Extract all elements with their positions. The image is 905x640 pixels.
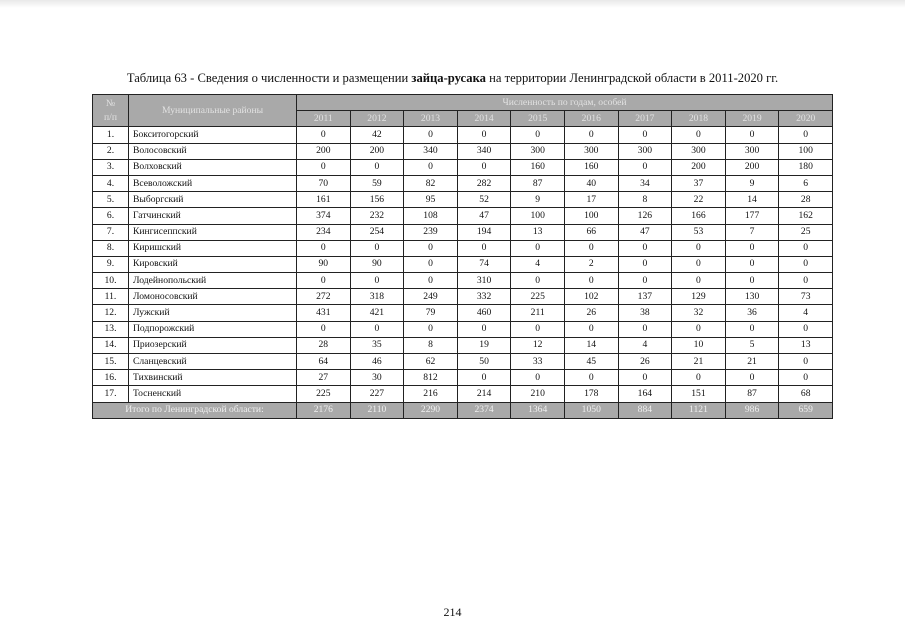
population-cell: 421 bbox=[350, 305, 404, 321]
district-name: Волховский bbox=[129, 159, 297, 175]
population-cell: 46 bbox=[350, 354, 404, 370]
population-cell: 0 bbox=[297, 127, 351, 143]
population-cell: 32 bbox=[672, 305, 726, 321]
header-year: 2015 bbox=[511, 111, 565, 127]
total-cell: 986 bbox=[725, 402, 779, 418]
population-cell: 234 bbox=[297, 224, 351, 240]
population-cell: 374 bbox=[297, 208, 351, 224]
population-cell: 300 bbox=[672, 143, 726, 159]
population-cell: 227 bbox=[350, 386, 404, 402]
row-number: 8. bbox=[93, 240, 129, 256]
population-cell: 47 bbox=[457, 208, 511, 224]
row-number: 17. bbox=[93, 386, 129, 402]
population-cell: 214 bbox=[457, 386, 511, 402]
population-cell: 90 bbox=[350, 256, 404, 272]
district-name: Ломоносовский bbox=[129, 289, 297, 305]
population-cell: 79 bbox=[404, 305, 458, 321]
total-row bbox=[93, 402, 833, 418]
population-cell: 177 bbox=[725, 208, 779, 224]
district-name: Кировский bbox=[129, 256, 297, 272]
row-number: 14. bbox=[93, 337, 129, 353]
population-cell: 21 bbox=[725, 354, 779, 370]
total-cell: 2110 bbox=[350, 402, 404, 418]
district-name: Всеволожский bbox=[129, 175, 297, 191]
population-cell: 87 bbox=[511, 175, 565, 191]
population-cell: 0 bbox=[672, 127, 726, 143]
header-year: 2019 bbox=[725, 111, 779, 127]
table-row bbox=[93, 370, 833, 386]
population-cell: 30 bbox=[350, 370, 404, 386]
population-cell: 0 bbox=[511, 273, 565, 289]
population-cell: 4 bbox=[511, 256, 565, 272]
population-cell: 100 bbox=[779, 143, 833, 159]
district-name: Кингисеппский bbox=[129, 224, 297, 240]
district-name: Подпорожский bbox=[129, 321, 297, 337]
population-cell: 42 bbox=[350, 127, 404, 143]
population-cell: 0 bbox=[725, 273, 779, 289]
population-cell: 66 bbox=[564, 224, 618, 240]
header-number-line1: № bbox=[105, 97, 116, 109]
population-cell: 0 bbox=[725, 321, 779, 337]
population-cell: 200 bbox=[297, 143, 351, 159]
table-row bbox=[93, 289, 833, 305]
table-row bbox=[93, 354, 833, 370]
population-cell: 37 bbox=[672, 175, 726, 191]
population-cell: 0 bbox=[350, 273, 404, 289]
population-cell: 249 bbox=[404, 289, 458, 305]
population-cell: 0 bbox=[618, 370, 672, 386]
population-cell: 0 bbox=[779, 273, 833, 289]
table-row bbox=[93, 224, 833, 240]
row-number: 12. bbox=[93, 305, 129, 321]
population-cell: 200 bbox=[725, 159, 779, 175]
population-cell: 21 bbox=[672, 354, 726, 370]
population-cell: 178 bbox=[564, 386, 618, 402]
population-cell: 0 bbox=[404, 321, 458, 337]
population-cell: 460 bbox=[457, 305, 511, 321]
population-cell: 0 bbox=[618, 240, 672, 256]
table-row bbox=[93, 386, 833, 402]
population-cell: 95 bbox=[404, 192, 458, 208]
row-number: 3. bbox=[93, 159, 129, 175]
population-cell: 19 bbox=[457, 337, 511, 353]
population-cell: 0 bbox=[457, 370, 511, 386]
population-cell: 300 bbox=[564, 143, 618, 159]
population-cell: 282 bbox=[457, 175, 511, 191]
population-cell: 22 bbox=[672, 192, 726, 208]
population-cell: 0 bbox=[779, 321, 833, 337]
row-number: 10. bbox=[93, 273, 129, 289]
total-cell: 884 bbox=[618, 402, 672, 418]
population-cell: 0 bbox=[511, 370, 565, 386]
population-cell: 0 bbox=[350, 240, 404, 256]
district-name: Сланцевский bbox=[129, 354, 297, 370]
table-row bbox=[93, 192, 833, 208]
header-number bbox=[93, 95, 129, 127]
table-row bbox=[93, 273, 833, 289]
total-cell: 2290 bbox=[404, 402, 458, 418]
population-cell: 225 bbox=[511, 289, 565, 305]
population-cell: 310 bbox=[457, 273, 511, 289]
population-cell: 0 bbox=[779, 127, 833, 143]
population-cell: 17 bbox=[564, 192, 618, 208]
population-cell: 0 bbox=[672, 273, 726, 289]
population-cell: 0 bbox=[725, 256, 779, 272]
population-cell: 14 bbox=[564, 337, 618, 353]
population-cell: 28 bbox=[297, 337, 351, 353]
population-cell: 0 bbox=[672, 256, 726, 272]
population-cell: 0 bbox=[404, 240, 458, 256]
total-cell: 1364 bbox=[511, 402, 565, 418]
row-number: 4. bbox=[93, 175, 129, 191]
caption-suffix: на территории Ленинградской области в 2011-2020 гг. bbox=[485, 71, 779, 85]
header-year: 2017 bbox=[618, 111, 672, 127]
population-cell: 160 bbox=[511, 159, 565, 175]
population-cell: 0 bbox=[404, 159, 458, 175]
population-cell: 300 bbox=[725, 143, 779, 159]
population-cell: 216 bbox=[404, 386, 458, 402]
district-name: Приозерский bbox=[129, 337, 297, 353]
population-cell: 194 bbox=[457, 224, 511, 240]
population-cell: 0 bbox=[350, 159, 404, 175]
population-cell: 0 bbox=[350, 321, 404, 337]
table-row bbox=[93, 127, 833, 143]
population-cell: 100 bbox=[511, 208, 565, 224]
population-cell: 0 bbox=[404, 256, 458, 272]
header-number-line2: п/п bbox=[104, 111, 117, 123]
population-cell: 340 bbox=[404, 143, 458, 159]
table-row bbox=[93, 305, 833, 321]
population-cell: 27 bbox=[297, 370, 351, 386]
district-name: Киришский bbox=[129, 240, 297, 256]
population-cell: 45 bbox=[564, 354, 618, 370]
population-cell: 33 bbox=[511, 354, 565, 370]
row-number: 16. bbox=[93, 370, 129, 386]
district-name: Волосовский bbox=[129, 143, 297, 159]
row-number: 5. bbox=[93, 192, 129, 208]
population-cell: 0 bbox=[564, 273, 618, 289]
population-cell: 90 bbox=[297, 256, 351, 272]
population-cell: 0 bbox=[779, 370, 833, 386]
population-cell: 59 bbox=[350, 175, 404, 191]
population-cell: 0 bbox=[297, 159, 351, 175]
population-cell: 300 bbox=[618, 143, 672, 159]
population-cell: 5 bbox=[725, 337, 779, 353]
population-cell: 431 bbox=[297, 305, 351, 321]
population-cell: 0 bbox=[297, 273, 351, 289]
population-cell: 162 bbox=[779, 208, 833, 224]
population-cell: 100 bbox=[564, 208, 618, 224]
population-cell: 0 bbox=[457, 240, 511, 256]
population-cell: 0 bbox=[457, 321, 511, 337]
table-row bbox=[93, 175, 833, 191]
header-year-group: Численность по годам, особей bbox=[297, 95, 833, 111]
population-cell: 0 bbox=[297, 240, 351, 256]
row-number: 2. bbox=[93, 143, 129, 159]
header-year: 2020 bbox=[779, 111, 833, 127]
population-cell: 211 bbox=[511, 305, 565, 321]
population-cell: 332 bbox=[457, 289, 511, 305]
hare-population-table bbox=[92, 94, 833, 419]
population-cell: 10 bbox=[672, 337, 726, 353]
population-cell: 0 bbox=[511, 127, 565, 143]
caption-prefix: Таблица 63 - Сведения о численности и размещении bbox=[126, 71, 412, 85]
population-cell: 6 bbox=[779, 175, 833, 191]
population-cell: 82 bbox=[404, 175, 458, 191]
population-cell: 0 bbox=[564, 240, 618, 256]
page-top-edge bbox=[0, 0, 905, 8]
population-cell: 47 bbox=[618, 224, 672, 240]
population-cell: 340 bbox=[457, 143, 511, 159]
table-caption bbox=[0, 71, 905, 86]
population-cell: 137 bbox=[618, 289, 672, 305]
header-year: 2016 bbox=[564, 111, 618, 127]
population-cell: 160 bbox=[564, 159, 618, 175]
row-number: 9. bbox=[93, 256, 129, 272]
population-cell: 0 bbox=[618, 321, 672, 337]
population-cell: 9 bbox=[511, 192, 565, 208]
population-cell: 74 bbox=[457, 256, 511, 272]
district-name: Тихвинский bbox=[129, 370, 297, 386]
population-cell: 68 bbox=[779, 386, 833, 402]
total-cell: 2176 bbox=[297, 402, 351, 418]
population-cell: 812 bbox=[404, 370, 458, 386]
header-year: 2011 bbox=[297, 111, 351, 127]
row-number: 13. bbox=[93, 321, 129, 337]
population-cell: 9 bbox=[725, 175, 779, 191]
population-cell: 13 bbox=[511, 224, 565, 240]
row-number: 1. bbox=[93, 127, 129, 143]
population-cell: 0 bbox=[672, 321, 726, 337]
population-cell: 108 bbox=[404, 208, 458, 224]
population-cell: 164 bbox=[618, 386, 672, 402]
total-cell: 1050 bbox=[564, 402, 618, 418]
population-cell: 14 bbox=[725, 192, 779, 208]
population-cell: 0 bbox=[564, 127, 618, 143]
header-year: 2013 bbox=[404, 111, 458, 127]
population-cell: 102 bbox=[564, 289, 618, 305]
population-cell: 8 bbox=[404, 337, 458, 353]
total-cell: 1121 bbox=[672, 402, 726, 418]
population-cell: 200 bbox=[672, 159, 726, 175]
population-cell: 28 bbox=[779, 192, 833, 208]
population-cell: 62 bbox=[404, 354, 458, 370]
row-number: 7. bbox=[93, 224, 129, 240]
population-cell: 0 bbox=[725, 127, 779, 143]
population-cell: 0 bbox=[297, 321, 351, 337]
population-cell: 200 bbox=[350, 143, 404, 159]
population-cell: 0 bbox=[672, 370, 726, 386]
population-cell: 166 bbox=[672, 208, 726, 224]
population-cell: 232 bbox=[350, 208, 404, 224]
population-cell: 210 bbox=[511, 386, 565, 402]
population-cell: 53 bbox=[672, 224, 726, 240]
population-cell: 0 bbox=[618, 256, 672, 272]
population-cell: 156 bbox=[350, 192, 404, 208]
header-district: Муниципальные районы bbox=[129, 95, 297, 127]
population-cell: 35 bbox=[350, 337, 404, 353]
population-cell: 151 bbox=[672, 386, 726, 402]
district-name: Бокситогорский bbox=[129, 127, 297, 143]
population-cell: 0 bbox=[564, 370, 618, 386]
population-cell: 52 bbox=[457, 192, 511, 208]
population-cell: 254 bbox=[350, 224, 404, 240]
table-row bbox=[93, 256, 833, 272]
population-cell: 4 bbox=[779, 305, 833, 321]
population-cell: 50 bbox=[457, 354, 511, 370]
population-cell: 225 bbox=[297, 386, 351, 402]
population-cell: 26 bbox=[618, 354, 672, 370]
total-cell: 659 bbox=[779, 402, 833, 418]
row-number: 11. bbox=[93, 289, 129, 305]
header-year: 2018 bbox=[672, 111, 726, 127]
population-cell: 239 bbox=[404, 224, 458, 240]
population-cell: 13 bbox=[779, 337, 833, 353]
total-cell: 2374 bbox=[457, 402, 511, 418]
population-cell: 318 bbox=[350, 289, 404, 305]
population-cell: 0 bbox=[779, 256, 833, 272]
table-row bbox=[93, 337, 833, 353]
population-cell: 25 bbox=[779, 224, 833, 240]
population-cell: 0 bbox=[564, 321, 618, 337]
population-cell: 0 bbox=[404, 127, 458, 143]
row-number: 6. bbox=[93, 208, 129, 224]
district-name: Выборгский bbox=[129, 192, 297, 208]
population-cell: 300 bbox=[511, 143, 565, 159]
population-cell: 180 bbox=[779, 159, 833, 175]
row-number: 15. bbox=[93, 354, 129, 370]
population-cell: 0 bbox=[618, 127, 672, 143]
district-name: Лужский bbox=[129, 305, 297, 321]
population-cell: 64 bbox=[297, 354, 351, 370]
population-cell: 0 bbox=[511, 240, 565, 256]
population-cell: 0 bbox=[618, 273, 672, 289]
population-cell: 87 bbox=[725, 386, 779, 402]
table-row bbox=[93, 208, 833, 224]
page-number: 214 bbox=[443, 605, 462, 619]
population-cell: 8 bbox=[618, 192, 672, 208]
population-cell: 34 bbox=[618, 175, 672, 191]
table-body bbox=[93, 127, 833, 418]
population-cell: 70 bbox=[297, 175, 351, 191]
population-cell: 0 bbox=[404, 273, 458, 289]
population-cell: 0 bbox=[457, 127, 511, 143]
population-cell: 272 bbox=[297, 289, 351, 305]
table-row bbox=[93, 240, 833, 256]
population-cell: 0 bbox=[457, 159, 511, 175]
district-name: Тосненский bbox=[129, 386, 297, 402]
population-cell: 38 bbox=[618, 305, 672, 321]
population-cell: 0 bbox=[672, 240, 726, 256]
table-row bbox=[93, 321, 833, 337]
header-row-top bbox=[93, 95, 833, 111]
table-row bbox=[93, 143, 833, 159]
population-cell: 0 bbox=[511, 321, 565, 337]
population-cell: 26 bbox=[564, 305, 618, 321]
population-cell: 4 bbox=[618, 337, 672, 353]
header-year: 2014 bbox=[457, 111, 511, 127]
total-label: Итого по Ленинградской области: bbox=[93, 402, 297, 418]
population-cell: 40 bbox=[564, 175, 618, 191]
district-name: Гатчинский bbox=[129, 208, 297, 224]
caption-bold-term: зайца-русака bbox=[411, 71, 486, 85]
population-cell: 0 bbox=[779, 354, 833, 370]
table-row bbox=[93, 159, 833, 175]
population-cell: 0 bbox=[618, 159, 672, 175]
population-cell: 2 bbox=[564, 256, 618, 272]
population-cell: 126 bbox=[618, 208, 672, 224]
population-cell: 0 bbox=[725, 240, 779, 256]
population-cell: 0 bbox=[725, 370, 779, 386]
header-year: 2012 bbox=[350, 111, 404, 127]
population-cell: 130 bbox=[725, 289, 779, 305]
population-cell: 129 bbox=[672, 289, 726, 305]
population-cell: 161 bbox=[297, 192, 351, 208]
population-cell: 36 bbox=[725, 305, 779, 321]
population-cell: 73 bbox=[779, 289, 833, 305]
district-name: Лодейнопольский bbox=[129, 273, 297, 289]
population-cell: 7 bbox=[725, 224, 779, 240]
population-cell: 12 bbox=[511, 337, 565, 353]
population-cell: 0 bbox=[779, 240, 833, 256]
